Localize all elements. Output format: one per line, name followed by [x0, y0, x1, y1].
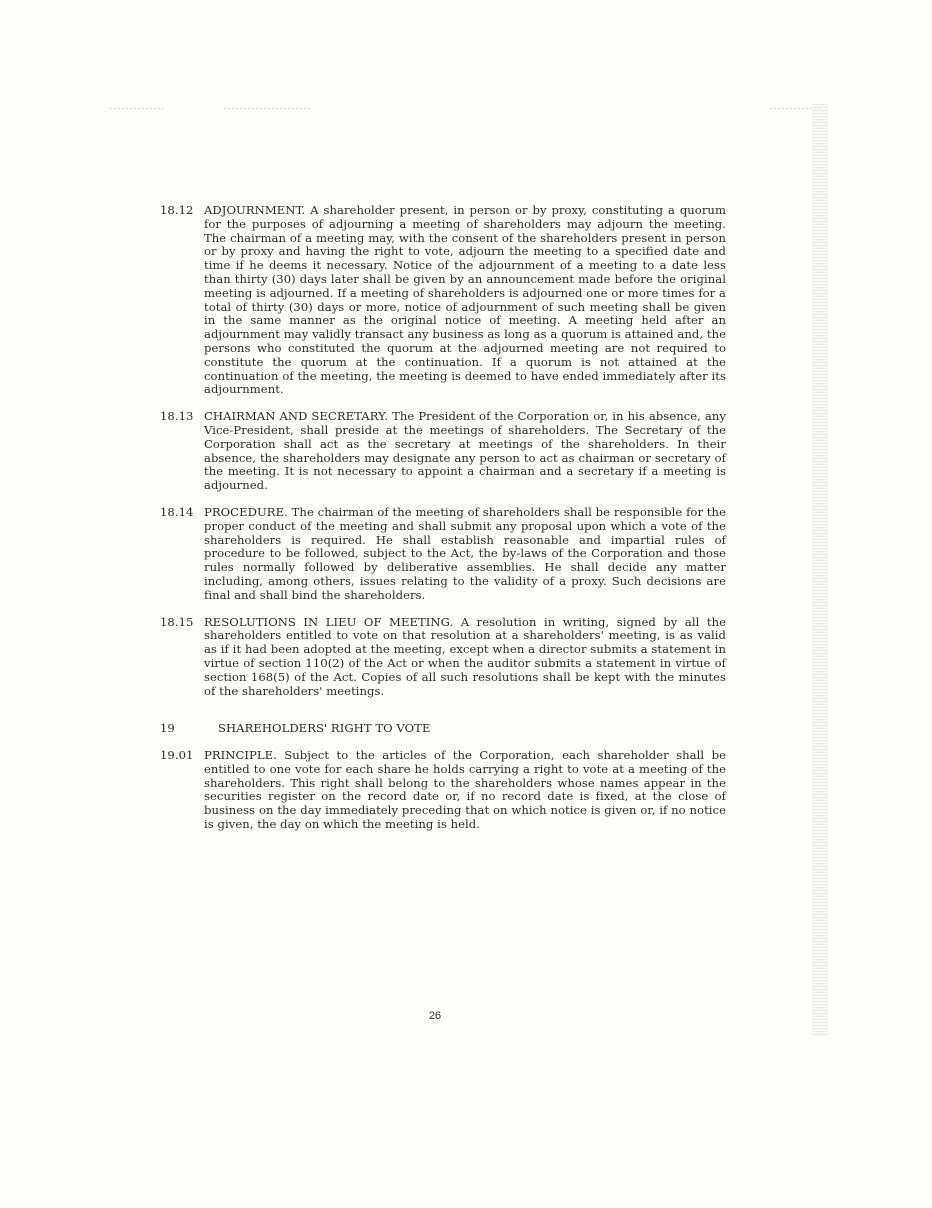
- section-number: 19: [160, 721, 175, 736]
- clause-number: 19.01: [160, 748, 194, 763]
- section-heading: [160, 722, 726, 736]
- clause-18-12: [160, 204, 726, 397]
- clause-number: 18.13: [160, 409, 194, 424]
- clause-18-15: [160, 616, 726, 699]
- clause-18-13: [160, 410, 726, 493]
- clause-body: [204, 410, 726, 493]
- clause-heading: PROCEDURE.: [204, 504, 288, 519]
- scan-edge-shadow: [812, 104, 828, 1036]
- clause-19-01: [160, 749, 726, 832]
- clause-heading: ADJOURNMENT.: [204, 203, 306, 217]
- clause-18-14: [160, 506, 726, 603]
- clause-body: [204, 506, 726, 603]
- clause-body: [204, 616, 726, 699]
- page-number: 26: [428, 1010, 442, 1022]
- clause-number: 18.12: [160, 203, 194, 217]
- clause-text: The President of the Corporation or, in his absence, any Vice-President, shall preside at the meetings of shareholders. The Secretary of the Corporation shall act as the secretary at meetings of the shareholders. In their absence, the shareholders may designate any person to act as chairman or secretary of the meeting. It is not necessary to appoint a chairman and a secretary if a meeting is adjourned.: [204, 409, 726, 493]
- clause-heading: RESOLUTIONS IN LIEU OF MEETING.: [204, 614, 454, 629]
- clause-number: 18.14: [160, 504, 194, 519]
- document-body: [160, 204, 726, 845]
- clause-heading: CHAIRMAN AND SECRETARY.: [204, 409, 389, 424]
- section-title: SHAREHOLDERS' RIGHT TO VOTE: [218, 721, 431, 736]
- clause-body: [204, 749, 726, 832]
- clause-heading: PRINCIPLE.: [204, 748, 277, 763]
- scan-artifact: [224, 108, 310, 109]
- scan-artifact: [110, 108, 166, 109]
- clause-text: Subject to the articles of the Corporation, each shareholder shall be entitled to one vote for each share he holds carrying a right to vote at a meeting of the shareholders. This right shall belong to the shareholders whose names appear in the securities register on the record date or, if no record date is fixed, at the close of business on the day immediately preceding that on which notice is given or, if no notice is given, the day on which the meeting is held.: [204, 748, 726, 832]
- clause-text: The chairman of the meeting of shareholders shall be responsible for the proper conduct of the meeting and shall submit any proposal upon which a vote of the shareholders is required. He shall establish reasonable and impartial rules of procedure to be followed, subject to the Act, the by-laws of the Corporation and those rules normally followed by deliberative assemblies. He shall decide any matter including, among others, issues relating to the validity of a proxy. Such decisions are final and shall bind the shareholders.: [204, 504, 726, 602]
- clause-number: 18.15: [160, 614, 194, 629]
- clause-text: A shareholder present, in person or by proxy, constituting a quorum for the purposes of adjourning a meeting of shareholders may adjourn the meeting. The chairman of a meeting may, with the consent of the shareholders present in person or by proxy and having the right to vote, adjourn the meeting to a specified date and time if he deems it necessary. Notice of the adjournment of a meeting to a date less than thirty (30) days later shall be given by an announcement made before the original meeting is adjourned. If a meeting of shareholders is adjourned one or more times for a total of thirty (30) days or more, notice of adjournment of such meeting shall be given in the same manner as the original notice of meeting. A meeting held after an adjournment may validly transact any business as long as a quorum is attained and, the persons who constituted the quorum at the adjourned meeting are not required to constitute the quorum at the continuation. If a quorum is not attained at the continuation of the meeting, the meeting is deemed to have ended immediately after its adjournment.: [204, 203, 726, 397]
- clause-text: A resolution in writing, signed by all the shareholders entitled to vote on that resolution at a shareholders' meeting, is as valid as if it had been adopted at the meeting, except when a director submits a statement in virtue of section 110(2) of the Act or when the auditor submits a statement in virtue of section 168(5) of the Act. Copies of all such resolutions shall be kept with the minutes of the shareholders' meetings.: [204, 614, 726, 698]
- clause-body: [204, 204, 726, 397]
